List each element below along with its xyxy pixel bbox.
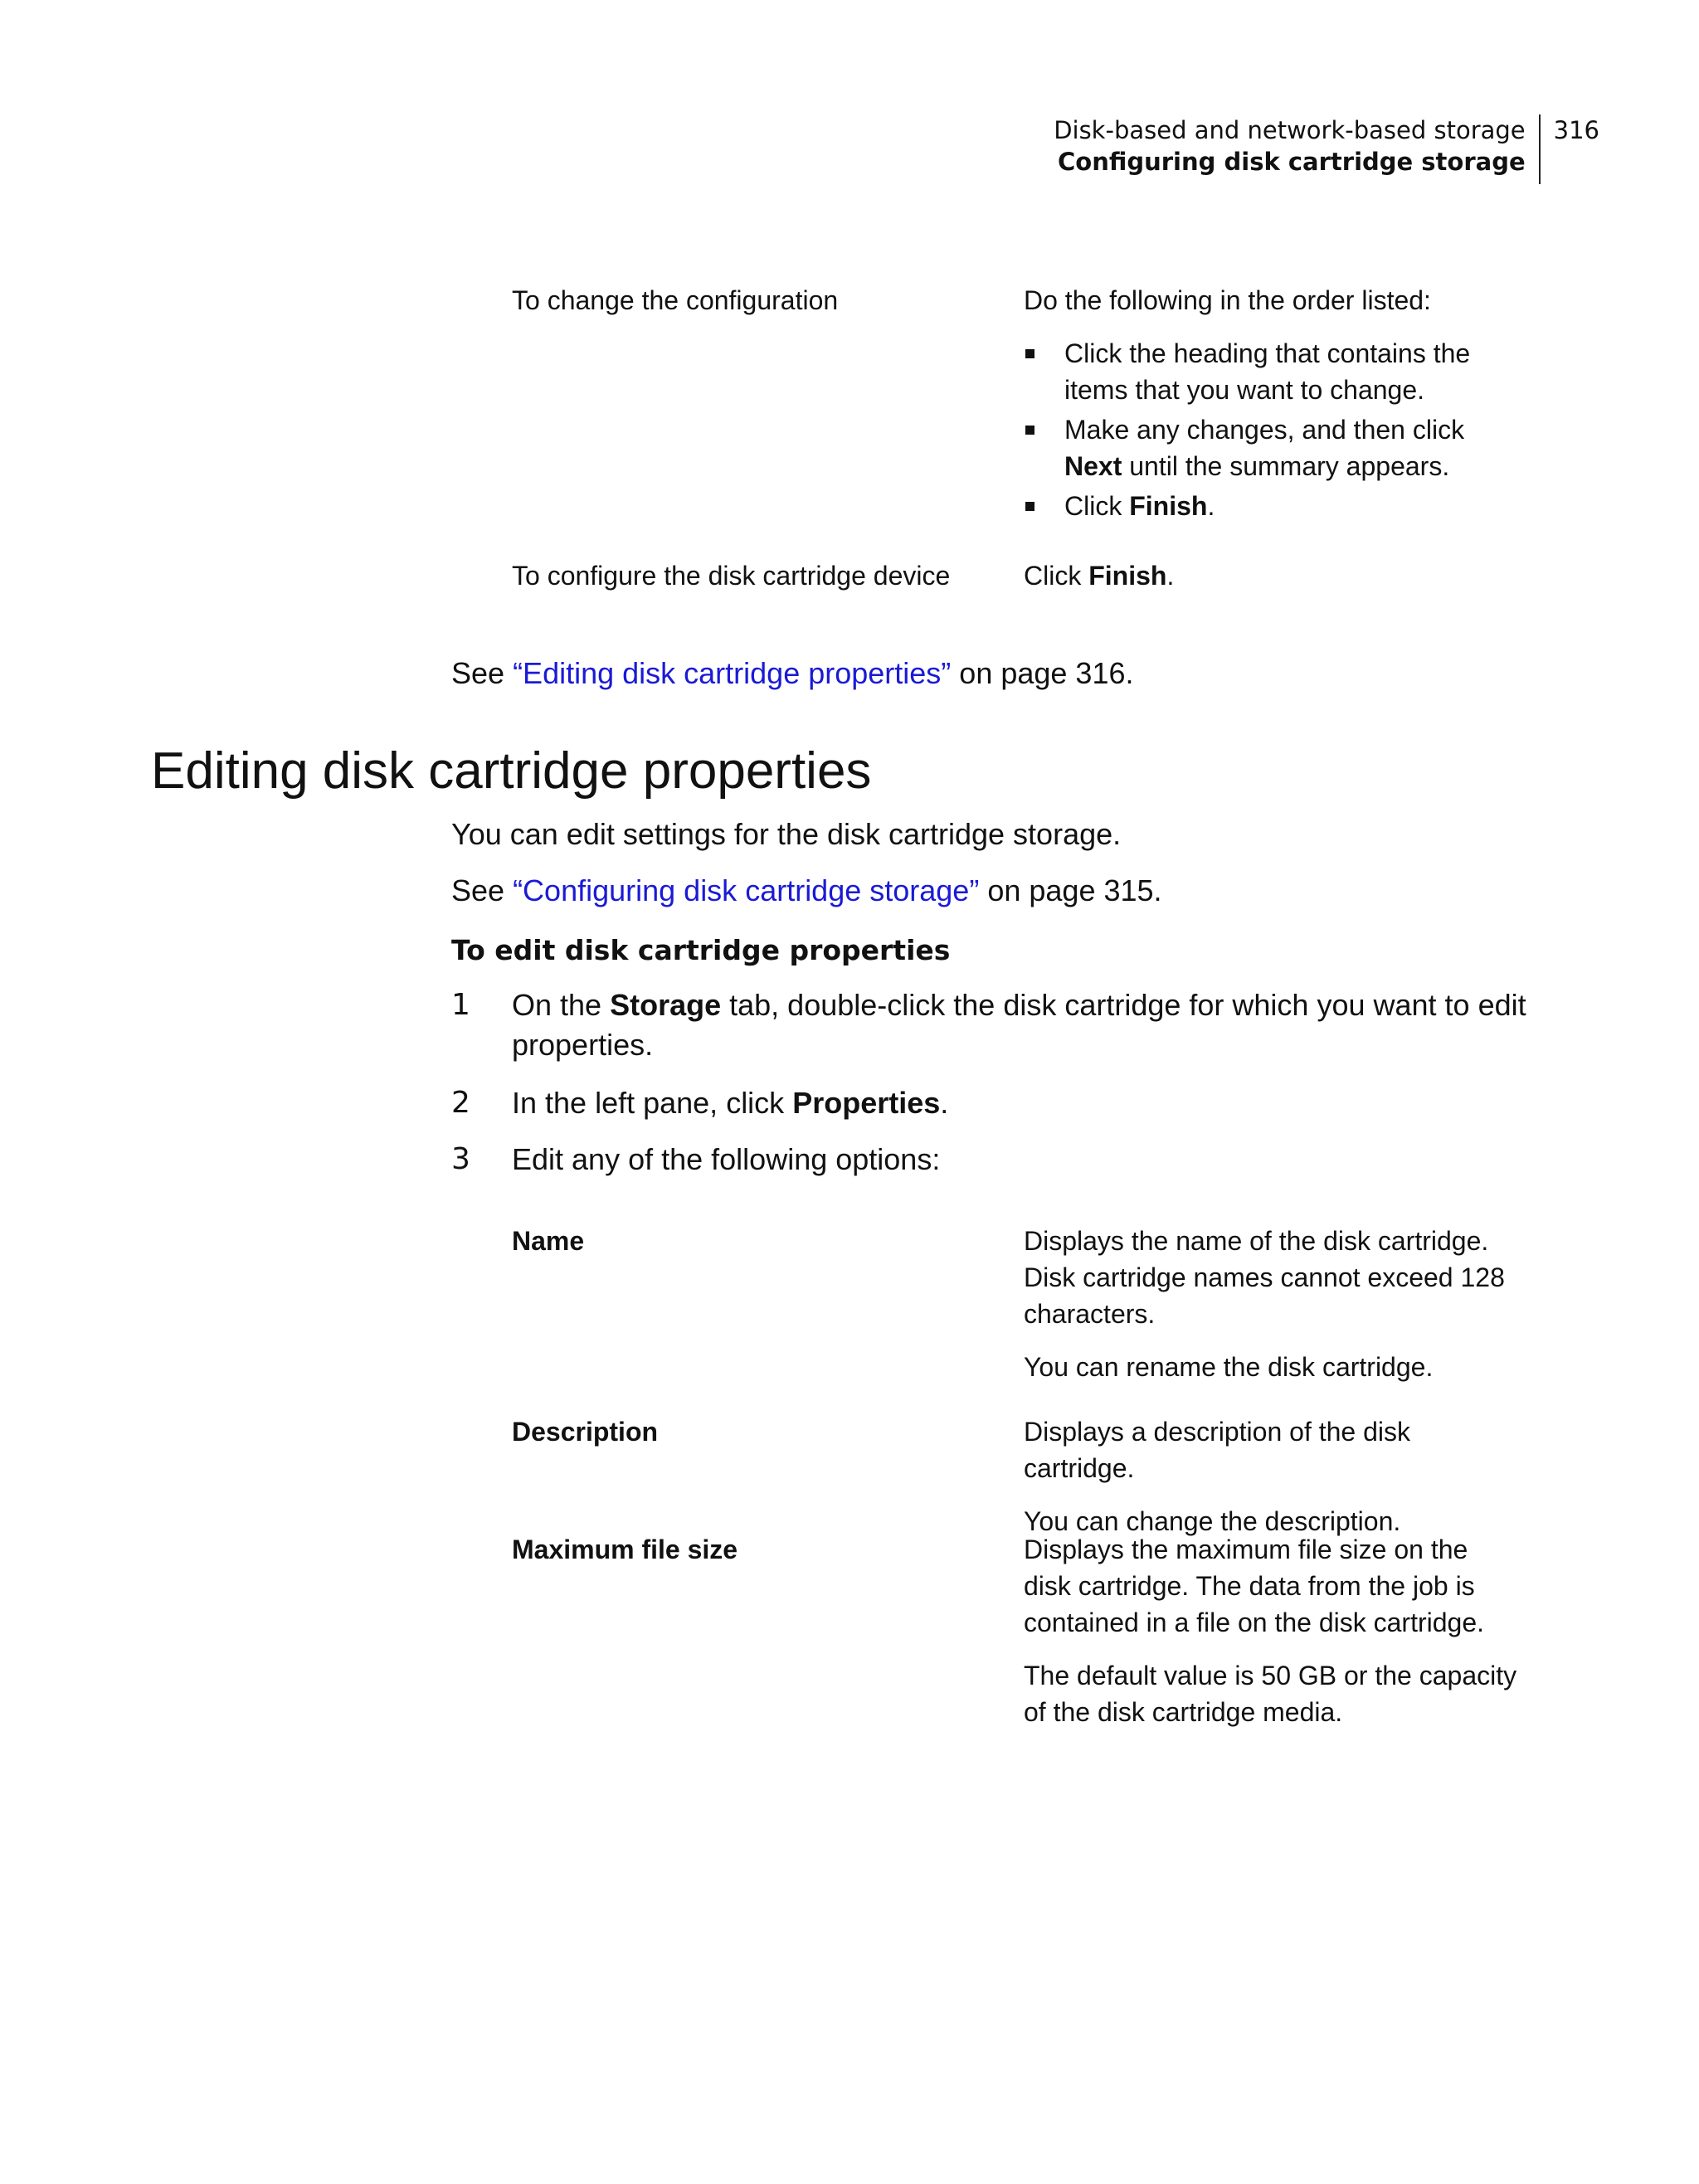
- bullet-bold-text: Finish: [1129, 491, 1208, 521]
- step-text: [512, 985, 1545, 1065]
- see-also-suffix: on page 316.: [951, 656, 1134, 690]
- step-3: [451, 1140, 1546, 1180]
- header-section-title: Configuring disk cartridge storage: [1058, 148, 1526, 176]
- step-text-part: .: [940, 1086, 949, 1120]
- option-description: [1024, 1531, 1521, 1747]
- option-label: Name: [512, 1226, 585, 1256]
- bullet-item: [1024, 488, 1521, 524]
- option-paragraph: The default value is 50 GB or the capacity of the disk cartridge media.: [1024, 1661, 1517, 1727]
- bullet-text: .: [1207, 491, 1215, 521]
- step-number: 3: [451, 1142, 470, 1176]
- page-number: 316: [1553, 116, 1599, 144]
- step-text: [512, 1083, 1545, 1123]
- step-2: [451, 1083, 1546, 1123]
- square-bullet-icon: [1025, 349, 1034, 358]
- see-also-prefix: See: [451, 656, 514, 690]
- see-also-editing: [451, 654, 1134, 693]
- option-paragraph: You can rename the disk cartridge.: [1024, 1352, 1434, 1382]
- config-bullet-list: [1024, 335, 1521, 524]
- option-description: [1024, 1223, 1521, 1402]
- square-bullet-icon: [1025, 426, 1034, 435]
- config-row-label: To change the configuration: [512, 285, 839, 315]
- section-intro: You can edit settings for the disk cartridge storage.: [451, 817, 1122, 851]
- procedure-title: To edit disk cartridge properties: [451, 934, 951, 966]
- see-also-suffix: on page 315.: [979, 873, 1162, 907]
- step-text-part: Edit any of the following options:: [512, 1142, 941, 1176]
- option-paragraph: Displays the name of the disk cartridge. Disk cartridge names cannot exceed 128 characters.: [1024, 1226, 1505, 1329]
- bullet-text: Make any changes, and then click: [1064, 415, 1465, 445]
- step-number: 1: [451, 988, 470, 1022]
- step-number: 2: [451, 1086, 470, 1120]
- bullet-item: [1024, 335, 1521, 408]
- step-1: [451, 985, 1546, 1065]
- config-row-description: [1024, 282, 1521, 528]
- option-row-name: [512, 1223, 1541, 1402]
- running-header: [1054, 114, 1599, 184]
- square-bullet-icon: [1025, 502, 1034, 511]
- bullet-text: until the summary appears.: [1122, 451, 1450, 481]
- config-row-configure: [512, 557, 1541, 594]
- option-paragraph: Displays a description of the disk cartridge.: [1024, 1417, 1410, 1483]
- see-also-prefix: See: [451, 873, 514, 907]
- row-text: .: [1166, 561, 1175, 591]
- config-row-description: [1024, 557, 1521, 594]
- section-heading: Editing disk cartridge properties: [151, 742, 872, 800]
- header-text: [1054, 114, 1540, 184]
- option-label: Description: [512, 1417, 659, 1447]
- config-row-change: [512, 282, 1541, 528]
- step-text-part: tab, double-click the disk cartridge for which you want to edit properties.: [512, 988, 1526, 1062]
- step-bold-text: Properties: [792, 1086, 941, 1120]
- see-also-configuring: [451, 871, 1162, 911]
- row-text: Click: [1024, 561, 1089, 591]
- config-row-label: To configure the disk cartridge device: [512, 561, 951, 591]
- link-configuring-disk-cartridge-storage[interactable]: “Configuring disk cartridge storage”: [513, 873, 980, 907]
- bullet-bold-text: Next: [1064, 451, 1122, 481]
- bullet-text: Click: [1064, 491, 1130, 521]
- row-bold-text: Finish: [1088, 561, 1167, 591]
- step-bold-text: Storage: [610, 988, 722, 1022]
- bullet-text: Click the heading that contains the items that you want to change.: [1064, 338, 1471, 405]
- step-text-part: On the: [512, 988, 611, 1022]
- header-chapter-title: Disk-based and network-based storage: [1054, 116, 1526, 144]
- option-row-maximum-file-size: [512, 1531, 1541, 1747]
- step-text: [512, 1140, 1545, 1180]
- link-editing-disk-cartridge-properties[interactable]: “Editing disk cartridge properties”: [513, 656, 952, 690]
- option-label: Maximum file size: [512, 1535, 738, 1564]
- bullet-item: [1024, 411, 1521, 484]
- option-paragraph: Displays the maximum file size on the disk cartridge. The data from the job is contained in a file on the disk cartridge.: [1024, 1535, 1484, 1637]
- option-paragraph: You can change the description.: [1024, 1506, 1401, 1536]
- step-text-part: In the left pane, click: [512, 1086, 793, 1120]
- config-intro: Do the following in the order listed:: [1024, 285, 1431, 315]
